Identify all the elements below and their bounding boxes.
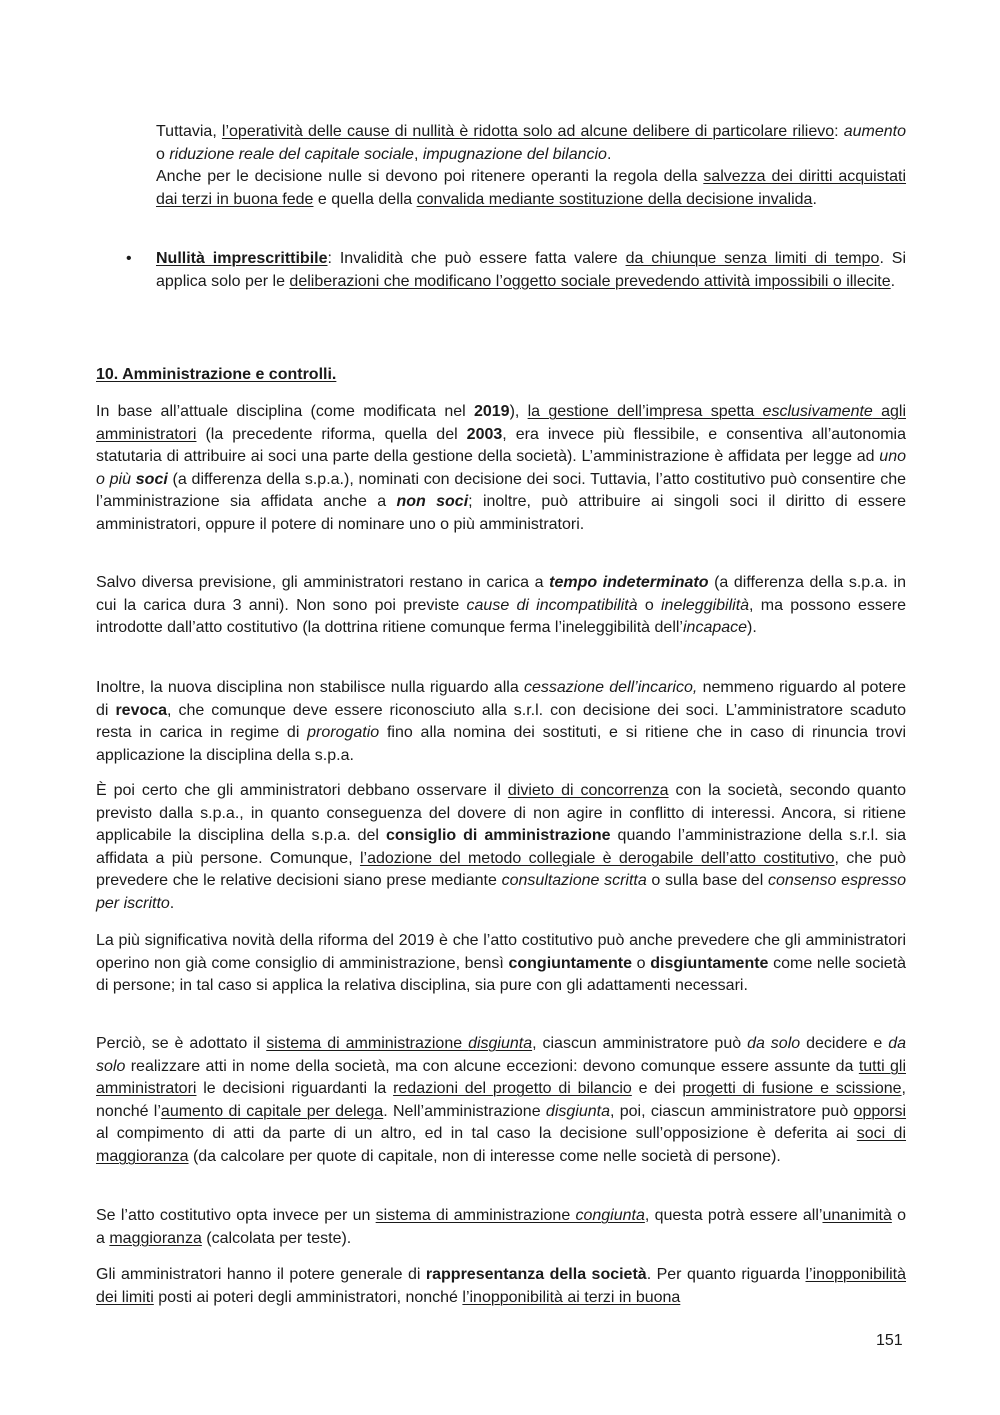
text-run: , che può prevedere che le relative decisioni siano prese mediante: [96, 849, 907, 890]
bullet-icon: •: [126, 250, 132, 267]
text-run: uno o più: [96, 448, 906, 488]
text-run: o: [637, 596, 661, 614]
text-run: maggioranza: [109, 1229, 202, 1247]
text-run: , ciascun amministratore può: [532, 1035, 748, 1052]
text-run: aumento: [843, 123, 907, 140]
text-run: consenso espresso per iscritto: [96, 872, 907, 912]
text-run: .: [169, 894, 175, 912]
text-run: o: [632, 954, 651, 972]
text-run: o: [156, 145, 170, 163]
section-paragraph-7: [96, 1205, 906, 1250]
text-run: Nullità imprescrittibile: [156, 250, 328, 267]
text-run: , che comunque deve essere riconosciuto alla s.r.l. con decisione dei soci. L’amministratore scaduto resta in carica in regime di: [96, 701, 906, 742]
text-run: soci: [135, 470, 168, 488]
text-run: , ma possono essere introdotte dall’atto costitutivo (la dottrina ritiene comunque ferma l’ineleggibilità dell’: [96, 596, 907, 637]
text-run: congiuntamente: [508, 954, 633, 972]
text-run: consultazione scritta: [501, 872, 647, 890]
text-run: Tuttavia,: [156, 123, 222, 140]
text-run: nemmeno riguardo al potere di: [96, 679, 906, 719]
text-run: cessazione dell’incarico,: [523, 679, 698, 696]
text-run: . Nell’amministrazione: [383, 1102, 546, 1120]
text-run: l’inopponibilità ai terzi in buona: [462, 1288, 681, 1306]
section-paragraph-8: [96, 1264, 906, 1309]
text-run: salvezza dei diritti acquistati dai terzi in buona fede: [156, 168, 907, 208]
text-run: , nonché l’: [96, 1080, 906, 1120]
text-run: . Si applica solo per le: [156, 250, 907, 290]
text-run: Salvo diversa previsione, gli amministratori restano in carica a: [96, 574, 550, 591]
text-run: (da calcolare per quote di capitale, non di interesse come nelle società di persone).: [188, 1147, 781, 1165]
text-run: da solo: [96, 1035, 907, 1075]
text-run: .: [812, 190, 817, 208]
text-run: e dei: [631, 1080, 683, 1098]
text-run: deliberazioni che modificano l’oggetto sociale prevedendo attività impossibili o illecite: [289, 272, 891, 290]
text-run: soci di maggioranza: [96, 1125, 907, 1165]
text-run: da solo: [747, 1035, 801, 1052]
text-run: le decisioni riguardanti la: [196, 1080, 394, 1098]
text-run: disgiunta: [545, 1102, 610, 1120]
text-run: La più significativa novità della riforma del 2019 è che l’atto costitutivo può anche prevedere che gli amministratori operino non già come consiglio di amministrazione, bensì: [96, 932, 906, 972]
text-run: opporsi: [853, 1102, 907, 1120]
text-run: al compimento di atti da parte di un altro, ed in tal caso la decisione sull’opposizione è deferita ai: [96, 1125, 857, 1143]
text-run: o sulla base del: [646, 872, 768, 890]
text-run: In base all’attuale disciplina (come modificata nel: [96, 403, 474, 420]
text-run: .: [890, 272, 896, 290]
bullet-paragraph: [156, 248, 906, 293]
text-run: redazioni del progetto di bilancio: [393, 1080, 632, 1098]
text-run: (calcolata per teste).: [201, 1229, 352, 1247]
text-run: ,: [413, 145, 423, 163]
text-run: tempo indeterminato: [549, 574, 709, 591]
text-run: È poi certo che gli amministratori debbano osservare il: [96, 782, 508, 799]
text-run: e quella della: [313, 190, 417, 208]
text-run: revoca: [115, 701, 168, 719]
text-run: decidere e: [800, 1035, 889, 1052]
text-run: Gli amministratori hanno il potere generale di: [96, 1266, 426, 1283]
text-run: agli amministratori: [96, 403, 906, 443]
text-run: disgiuntamente: [650, 954, 769, 972]
section-paragraph-1: [96, 401, 906, 537]
text-run: realizzare atti in nome della società, ma con alcune eccezioni: devono comunque essere assunte da: [125, 1057, 859, 1075]
text-run: con la società, secondo quanto previsto dalla s.p.a., in quanto conseguenza del dovere di non agire in conflitto di interessi. Ancora, si ritiene applicabile la disciplina della s.p.a. del: [96, 782, 907, 845]
text-run: non soci: [396, 493, 469, 511]
text-run: quando l’amministrazione della s.r.l. sia affidata a più persone. Comunque,: [96, 827, 906, 867]
text-run: 2019: [473, 403, 510, 420]
text-run: unanimità: [822, 1207, 892, 1224]
text-run: Perciò, se è adottato il: [96, 1035, 267, 1052]
text-run: da chiunque senza limiti di tempo: [625, 250, 880, 267]
text-run: come nelle società di persone; in tal caso si applica la relativa disciplina, sia pure con gli adattamenti necessari.: [96, 954, 907, 995]
text-run: la gestione dell’impresa spetta: [527, 403, 763, 420]
text-run: disgiunta: [468, 1035, 533, 1052]
section-paragraph-6: [96, 1033, 906, 1169]
text-run: (la precedente riforma, quella del: [196, 425, 467, 443]
text-run: sistema di amministrazione: [375, 1207, 576, 1224]
text-run: Anche per le decisione nulle si devono poi ritenere operanti la regola della: [156, 168, 704, 185]
intro-paragraph-1: [156, 121, 906, 166]
text-run: ).: [747, 619, 757, 637]
text-run: rappresentanza della società: [425, 1266, 647, 1283]
text-run: aumento di capitale per delega: [160, 1102, 384, 1120]
text-run: incapace: [682, 619, 748, 637]
text-run: o a: [96, 1207, 907, 1247]
intro-paragraph-2: [156, 166, 906, 211]
text-run: (a differenza della s.p.a. in cui la carica dura 3 anni). Non sono poi previste: [96, 574, 906, 614]
section-paragraph-3: [96, 677, 906, 767]
text-run: divieto di concorrenza: [507, 782, 669, 799]
text-run: esclusivamente: [762, 403, 873, 420]
text-run: convalida mediante sostituzione della decisione invalida: [416, 190, 813, 208]
text-run: l’operatività delle cause di nullità è ridotta solo ad alcune delibere di particolare rilievo: [221, 123, 835, 140]
text-run: : Invalidità che può essere fatta valere: [327, 250, 626, 267]
text-run: sistema di amministrazione: [266, 1035, 469, 1052]
text-run: Inoltre, la nuova disciplina non stabilisce nulla riguardo alla: [96, 679, 524, 696]
text-run: Se l’atto costitutivo opta invece per un: [96, 1207, 376, 1224]
text-run: (a differenza della s.p.a.), nominati con decisione dei soci. Tuttavia, l’atto costitutivo può consentire che l’amministrazione sia affidata anche a: [96, 470, 906, 511]
text-run: , poi, ciascun amministratore può: [609, 1102, 854, 1120]
text-run: l’adozione del metodo collegiale è derogabile dell’atto costitutivo: [359, 849, 835, 867]
text-run: :: [834, 123, 844, 140]
text-run: riduzione reale del capitale sociale: [169, 145, 414, 163]
section-paragraph-4: [96, 780, 906, 916]
text-run: , questa potrà essere all’: [644, 1207, 823, 1224]
text-run: .: [606, 145, 612, 163]
text-run: prorogatio: [307, 724, 380, 742]
text-run: tutti gli amministratori: [96, 1057, 906, 1098]
text-run: progetti di fusione e scissione: [682, 1080, 902, 1098]
text-run: congiunta: [575, 1207, 645, 1224]
page-number: 151: [876, 1332, 903, 1349]
text-run: . Per quanto riguarda: [646, 1266, 806, 1283]
text-run: impugnazione del bilancio: [422, 145, 607, 163]
text-run: consiglio di amministrazione: [385, 827, 611, 845]
text-run: , era invece più flessibile, e consentiva all’autonomia statutaria di attribuire ai soci una parte della gestione della società). L’amministrazione è affidata per legge ad: [96, 425, 907, 466]
text-run: fino alla nomina dei sostituti, e si ritiene che in caso di rinuncia trovi applicazione la disciplina della s.p.a.: [96, 724, 907, 764]
text-run: 2003: [466, 425, 503, 443]
text-run: posti ai poteri degli amministratori, nonché: [153, 1288, 463, 1306]
section-paragraph-5: [96, 930, 906, 998]
text-run: ),: [509, 403, 528, 420]
section-heading: 10. Amministrazione e controlli.: [96, 366, 337, 383]
text-run: cause di incompatibilità: [466, 596, 638, 614]
text-run: ; inoltre, può attribuire ai singoli soci il diritto di essere amministratori, oppure il potere di nominare uno o più amministratori.: [96, 493, 907, 533]
text-run: l’inopponibilità dei limiti: [96, 1266, 907, 1306]
text-run: ineleggibilità: [660, 596, 750, 614]
section-paragraph-2: [96, 572, 906, 640]
